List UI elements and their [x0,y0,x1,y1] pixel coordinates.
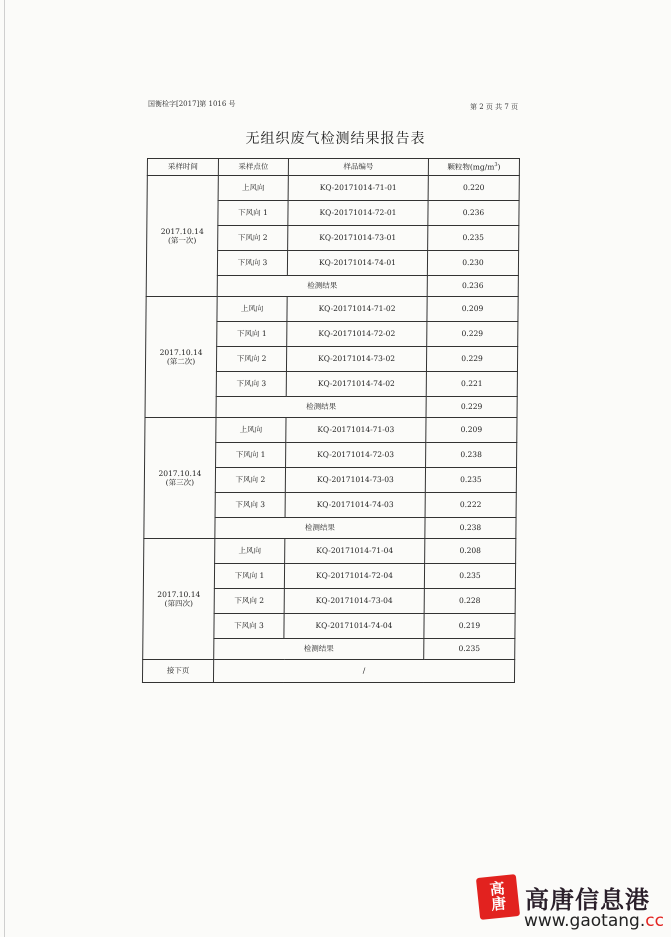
location-cell: 上风向 [215,539,285,564]
group-date: 2017.10.14 [160,226,204,236]
result-label: 检测结果 [216,397,426,418]
result-label: 检测结果 [214,639,424,660]
sample-cell: KQ-20171014-71-01 [288,176,428,201]
continue-value: / [213,660,514,683]
value-cell: 0.221 [426,372,517,397]
location-cell: 下风向 2 [218,226,288,251]
location-cell: 下风向 2 [214,589,284,614]
sample-cell: KQ-20171014-72-04 [284,564,424,589]
table-header-row [147,159,519,176]
result-value: 0.229 [426,397,517,418]
header-value-text: 颗粒物(mg/m [447,162,495,172]
location-cell: 下风向 3 [215,493,285,518]
location-cell: 下风向 1 [217,322,287,347]
group-date: 2017.10.14 [159,347,203,357]
value-cell: 0.230 [427,251,518,276]
header-value-close: ) [497,162,501,172]
result-label: 检测结果 [215,518,425,539]
value-cell: 0.209 [427,297,518,322]
location-cell: 下风向 3 [214,614,284,639]
location-cell: 上风向 [216,418,286,443]
table-row [144,539,516,564]
value-cell: 0.228 [424,589,515,614]
group-date-cell [143,539,215,660]
sample-cell: KQ-20171014-74-04 [284,614,424,639]
value-cell: 0.209 [426,418,517,443]
group-round: (第四次) [164,599,193,608]
header-location: 采样点位 [218,159,288,176]
value-cell: 0.235 [424,564,515,589]
sample-cell: KQ-20171014-71-04 [285,539,425,564]
value-cell: 0.235 [428,226,519,251]
continue-row [142,660,514,683]
result-value: 0.236 [427,276,518,297]
value-cell: 0.222 [425,493,516,518]
location-cell: 下风向 1 [218,201,288,226]
location-cell: 下风向 1 [216,443,286,468]
sample-cell: KQ-20171014-73-01 [288,226,428,251]
value-cell: 0.235 [425,468,516,493]
watermark-url-main: www.gaotang. [524,911,646,931]
sample-cell: KQ-20171014-73-02 [286,347,426,372]
location-cell: 下风向 1 [214,564,284,589]
header-value-superscript: 3 [494,162,498,169]
sample-cell: KQ-20171014-71-03 [286,418,426,443]
location-cell: 上风向 [217,297,287,322]
sample-cell: KQ-20171014-72-01 [288,201,428,226]
header-value [428,159,519,176]
table-row [147,176,519,201]
report-table [142,158,520,683]
sample-cell: KQ-20171014-74-03 [285,493,425,518]
group-date-cell [145,297,217,418]
gaotang-logo-icon [476,874,520,920]
value-cell: 0.208 [425,539,516,564]
logo-char-bottom: 唐 [490,894,508,914]
group-date-cell [146,176,218,297]
location-cell: 下风向 2 [216,347,286,372]
value-cell: 0.219 [424,614,515,639]
value-cell: 0.229 [427,322,518,347]
report-title: 无组织废气检测结果报告表 [245,131,426,147]
group-date: 2017.10.14 [157,589,201,599]
table-row [145,418,517,443]
watermark-url [524,911,664,931]
location-cell: 上风向 [218,176,288,201]
value-cell: 0.236 [428,201,519,226]
result-value: 0.235 [424,639,515,660]
continue-label: 接下页 [142,660,213,683]
sample-cell: KQ-20171014-73-03 [285,468,425,493]
header-sample: 样品编号 [288,159,428,176]
sample-cell: KQ-20171014-74-01 [287,251,427,276]
group-date-cell [144,418,216,539]
group-round: (第二次) [166,357,196,366]
sample-cell: KQ-20171014-72-03 [286,443,426,468]
value-cell: 0.220 [428,176,519,201]
location-cell: 下风向 3 [216,372,286,397]
value-cell: 0.229 [426,347,517,372]
page-info: 第 2 页 共 7 页 [470,103,519,111]
watermark-url-tld: cc [645,911,664,931]
location-cell: 下风向 2 [215,468,285,493]
logo-char-top: 高 [488,879,506,899]
group-date: 2017.10.14 [158,468,202,478]
sample-cell: KQ-20171014-73-04 [284,589,424,614]
watermark-site-name: 高唐信息港 [525,886,650,914]
header-time: 采样时间 [147,159,218,176]
sample-cell: KQ-20171014-71-02 [287,297,427,322]
result-value: 0.238 [425,518,516,539]
table-row [146,297,518,322]
sample-cell: KQ-20171014-74-02 [286,372,426,397]
value-cell: 0.238 [426,443,517,468]
group-round: (第三次) [165,478,195,487]
group-round: (第一次) [167,236,197,245]
doc-number: 国衡检字[2017]第 1016 号 [148,100,236,108]
result-label: 检测结果 [217,276,427,297]
sample-cell: KQ-20171014-72-02 [287,322,427,347]
location-cell: 下风向 3 [217,251,287,276]
